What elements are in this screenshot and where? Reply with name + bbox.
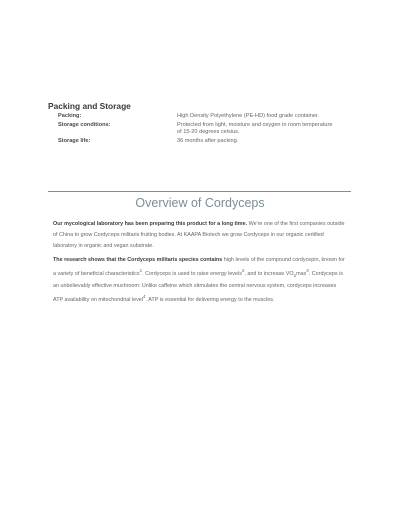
packing-value: High Density Polyethylene (PE-HD) food grade container. <box>177 113 320 119</box>
storage-life-value: 36 months after packing. <box>177 138 239 145</box>
section-divider <box>48 191 351 192</box>
subscript-2: 2 <box>293 272 297 278</box>
packing-storage-section <box>48 101 358 147</box>
footnote-2: 2 <box>241 267 245 273</box>
storage-life-label: Storage life: <box>58 138 91 145</box>
footnote-4: 4 <box>143 294 146 300</box>
packing-storage-heading: Packing and Storage <box>48 101 131 111</box>
p2-text-a: high levels of the compound cordycepin, known for a variety of beneficial characteristics <box>53 257 345 277</box>
overview-paragraph-2 <box>53 255 345 306</box>
packing-label: Packing: <box>58 113 82 119</box>
p2-text-c: , and to increase VO <box>244 270 294 277</box>
p2-text-e: . Cordyceps is an unbelievably effective mushroom: Unlike caffeine which stimulates the central nervous system, cordyceps increases ATP availability on mitochondrial level <box>53 270 343 304</box>
packing-row <box>48 113 358 120</box>
footnote-1: 1 <box>139 267 143 273</box>
p1-bold-lead: Our mycological laboratory has been preparing this product for a long time. <box>53 221 248 227</box>
overview-title: Overview of Cordyceps <box>135 196 265 210</box>
p2-text-b: . Cordyceps is used to raise energy levels <box>142 270 242 277</box>
p2-text-d: max <box>296 270 307 277</box>
storage-conditions-value: Protected from light, moisture and oxygen in room temperature of 15-20 degrees celsius. <box>177 121 333 136</box>
p2-text-f: . ATP is essential for delivering energy to the muscles. <box>145 297 275 304</box>
footnote-3: 3 <box>306 267 309 273</box>
storage-life-row <box>48 138 358 145</box>
p1-text: We're one of the first companies outside of China to grow Cordyceps militaris fruiting bodies. At KAAPA Biotech we grow Cordyceps in our organic certified laboratory in organic and vegan substrate. <box>53 221 345 249</box>
p2-bold-lead: The research shows that the Cordyceps militaris species contains <box>53 257 223 263</box>
storage-conditions-label: Storage conditions: <box>58 121 111 128</box>
overview-paragraph-1 <box>53 219 345 251</box>
storage-conditions-row <box>48 122 358 137</box>
